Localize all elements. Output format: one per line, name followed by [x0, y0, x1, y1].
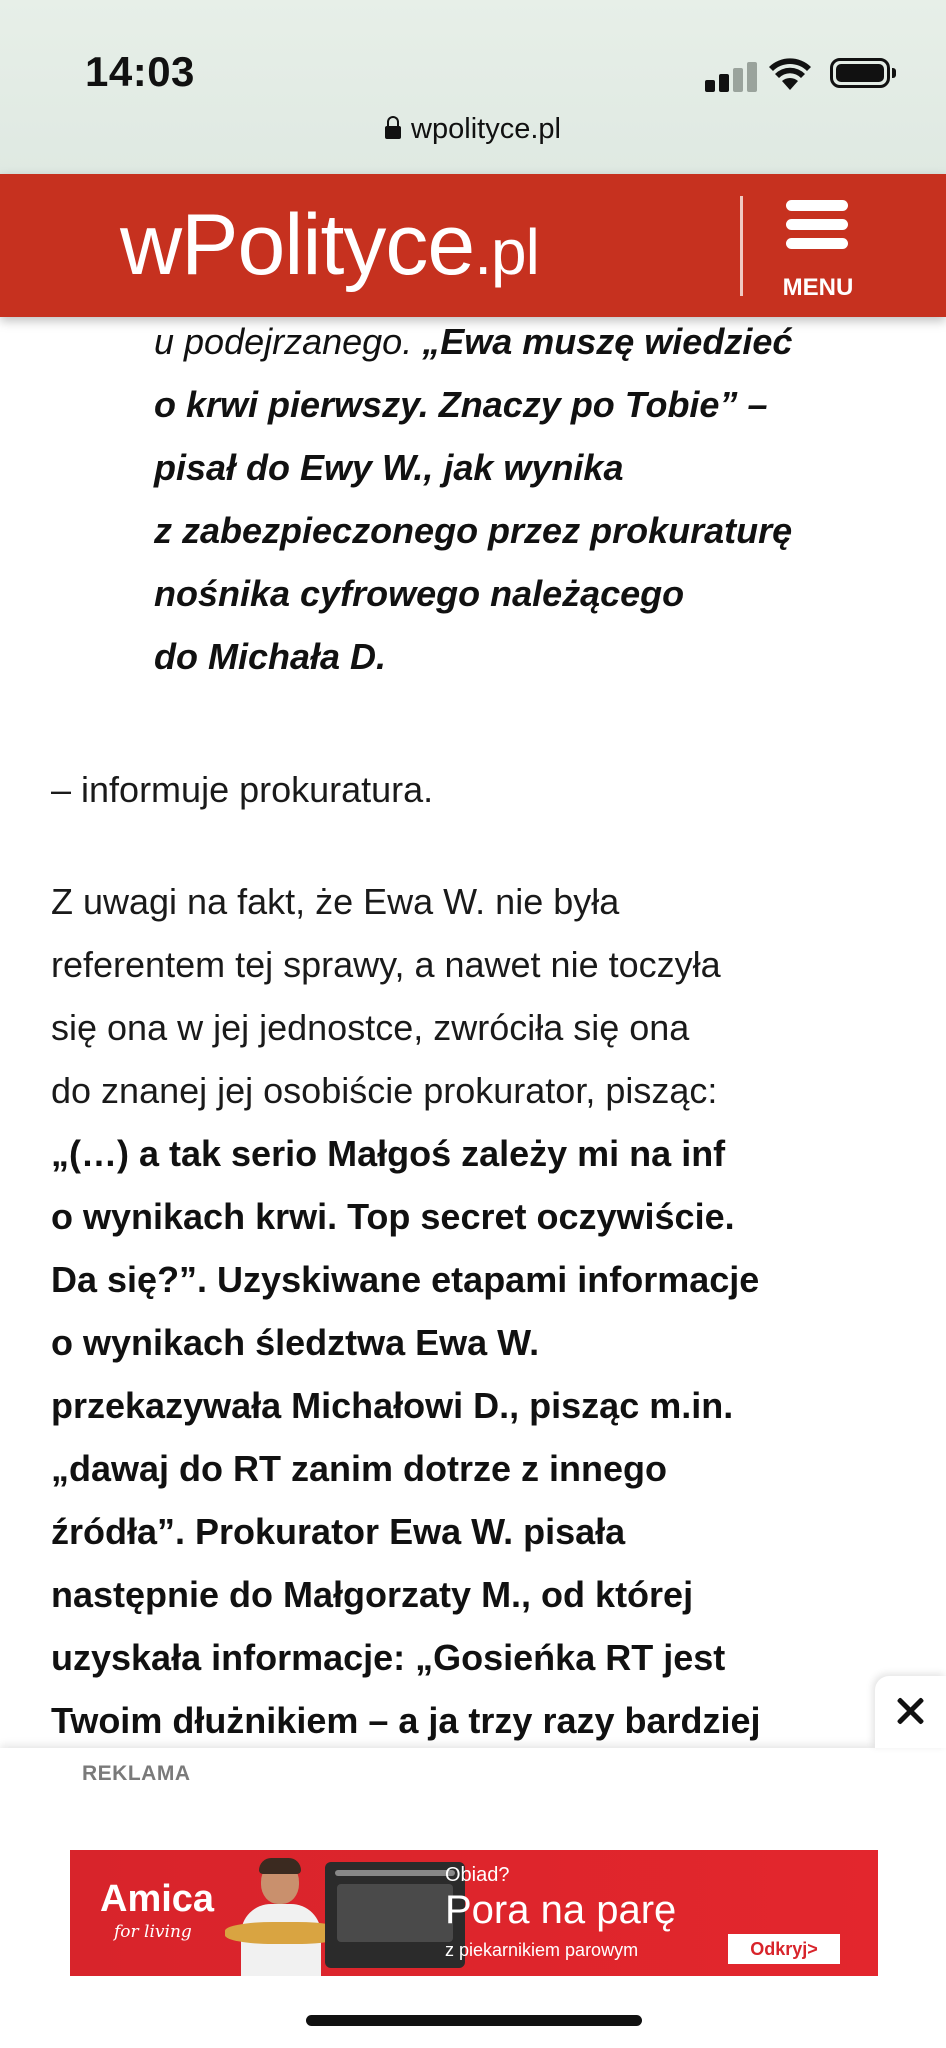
ad-oven-image [325, 1862, 465, 1968]
wifi-icon [768, 56, 812, 92]
ad-brand: Amica [100, 1878, 215, 1920]
ad-small-text: Obiad? [445, 1864, 510, 1886]
ad-cta-button[interactable]: Odkryj> [728, 1934, 840, 1964]
url-text: wpolityce.pl [411, 113, 561, 145]
ad-person-image [235, 1860, 325, 1976]
menu-label: MENU [782, 274, 854, 301]
article-paragraph: Z uwagi na fakt, że Ewa W. nie była referentem tej sprawy, a nawet nie toczyła się ona w jej jednostce, zwróciła się ona do znanej jej osobiście prokurator, pisząc: „(…) a tak serio Małgoś zależy mi na inf o wynikach krwi. Top secret oczywiście. Da się?”. Uzyskiwane etapami informacje o wynikach śledztwa Ewa W. przekazywała Michałowi D., pisząc m.in. „dawaj do RT zanim dotrze z innego źródła”. Prokurator Ewa W. pisała następnie do Małgorzaty M., od której uzyskała informacje: „Gosieńka RT jest Twoim dłużnikiem – a ja trzy razy bardziej [51, 881, 761, 1741]
ad-banner[interactable] [70, 1850, 878, 1976]
ad-headline: Pora na parę [445, 1888, 677, 1932]
logo-tld: .pl [474, 216, 539, 288]
quote-line: u podejrzanego. „Ewa muszę wiedzieć [154, 321, 793, 362]
menu-button[interactable] [770, 192, 866, 302]
close-icon [895, 1696, 925, 1726]
site-header [0, 174, 946, 317]
quote-line: nośnika cyfrowego należącego [154, 573, 685, 614]
ad-subtext: z piekarnikiem parowym [445, 1940, 639, 1960]
home-indicator[interactable] [306, 2015, 642, 2026]
ad-close-button[interactable] [875, 1676, 946, 1748]
status-bar [0, 0, 946, 174]
ad-label: REKLAMA [82, 1762, 191, 1785]
battery-icon [830, 58, 890, 88]
quote-line: z zabezpieczonego przez prokuraturę [154, 510, 793, 551]
ad-container [0, 1748, 946, 2048]
article-quote [154, 310, 914, 688]
status-time: 14:03 [85, 48, 195, 95]
quote-line: o krwi pierwszy. Znaczy po Tobie” – [154, 384, 768, 425]
signal-icon [705, 62, 757, 92]
ad-brand-tagline: for living [114, 1922, 192, 1942]
quote-attribution: – informuje prokuratura. [51, 769, 434, 810]
quote-line: pisał do Ewy W., jak wynika [154, 447, 624, 488]
address-bar[interactable] [0, 113, 946, 146]
quote-line: do Michała D. [154, 636, 387, 677]
lock-icon [385, 126, 401, 139]
logo-main: wPolityce [120, 197, 475, 293]
menu-icon [786, 200, 848, 250]
header-divider [740, 196, 743, 296]
site-logo[interactable] [120, 196, 539, 295]
